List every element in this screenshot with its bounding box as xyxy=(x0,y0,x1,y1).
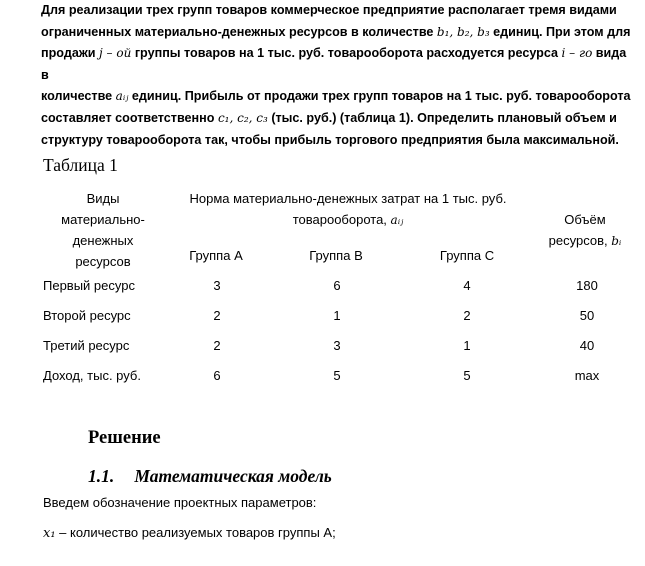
table-caption: Таблица 1 xyxy=(43,155,118,175)
header-bi-symbol: bᵢ xyxy=(611,234,622,248)
solution-intro: Введем обозначение проектных параметров: xyxy=(43,495,317,510)
problem-text: единиц. При этом для xyxy=(493,24,631,39)
cell-value: 1 xyxy=(463,338,471,353)
header-text: ресурсов, xyxy=(548,233,608,248)
problem-text: количестве xyxy=(41,89,113,104)
cell-total: 40 xyxy=(579,338,595,353)
problem-line-6: структуру товарооборота так, чтобы прибыль торгового предприятия была максимальной. xyxy=(41,132,619,147)
cell-total: max xyxy=(574,368,600,383)
group-a-header: Группа А xyxy=(189,248,243,263)
cell-value: 2 xyxy=(213,338,221,353)
header-norm-line2 xyxy=(168,209,528,231)
cell-value: 2 xyxy=(213,308,221,323)
problem-text: вида в xyxy=(41,46,627,82)
cell-value: 1 xyxy=(333,308,341,323)
cell-total: 50 xyxy=(579,308,595,323)
math-i-symbol: i – го xyxy=(561,46,593,61)
cell-value: 3 xyxy=(213,278,221,293)
cell-value: 5 xyxy=(333,368,341,383)
cell-value: 6 xyxy=(213,368,221,383)
math-j-symbol: j – oй xyxy=(99,46,132,61)
header-norm xyxy=(168,188,528,231)
cell-value: 3 xyxy=(333,338,341,353)
variable-x1-definition xyxy=(43,525,336,541)
header-volume xyxy=(535,209,635,252)
cell-value: 4 xyxy=(463,278,471,293)
x1-symbol: x₁ xyxy=(43,526,56,541)
group-c-header: Группа С xyxy=(439,248,495,263)
header-text: денежных xyxy=(72,233,134,248)
math-b-symbols: b₁, b₂, b₃ xyxy=(436,24,490,39)
problem-line-2 xyxy=(41,22,631,44)
math-c-symbols: c₁, c₂, c₃ xyxy=(217,110,268,125)
header-text: товарооборота, xyxy=(292,212,387,227)
x1-text: – количество реализуемых товаров группы А; xyxy=(59,525,336,540)
row-label: Третий ресурс xyxy=(43,338,130,353)
header-volume-line2 xyxy=(535,230,635,252)
problem-line-5 xyxy=(41,108,631,130)
problem-statement xyxy=(41,0,631,151)
problem-line-1: Для реализации трех групп товаров коммерческое предприятие располагает тремя видами xyxy=(41,3,617,17)
group-b-header: Группа В xyxy=(309,248,363,263)
header-text: Норма материально-денежных затрат на 1 тыс. руб. xyxy=(189,191,507,206)
header-text: Виды xyxy=(86,191,120,206)
problem-text: продажи xyxy=(41,46,96,61)
problem-text: составляет соответственно xyxy=(41,110,215,125)
header-text: Объём xyxy=(564,212,606,227)
problem-text: ограниченных материально-денежных ресурсов в количестве xyxy=(41,24,434,39)
subsection-number: 1.1. xyxy=(88,466,115,486)
row-label: Доход, тыс. руб. xyxy=(43,368,141,383)
problem-text: единиц. Прибыль от продажи трех групп товаров на 1 тыс. руб. товарооборота xyxy=(131,89,631,104)
cell-value: 2 xyxy=(463,308,471,323)
problem-text: группы товаров на 1 тыс. руб. товарооборота расходуется ресурса xyxy=(134,46,559,61)
row-label: Второй ресурс xyxy=(43,308,131,323)
solution-heading: Решение xyxy=(88,428,161,448)
math-aij-symbol: aᵢⱼ xyxy=(115,89,129,104)
subsection-title: Математическая модель xyxy=(134,466,332,486)
subsection-heading xyxy=(88,466,332,487)
header-resource-type xyxy=(43,188,163,272)
cell-value: 5 xyxy=(463,368,471,383)
cell-value: 6 xyxy=(333,278,341,293)
cell-total: 180 xyxy=(576,278,598,293)
header-text: ресурсов xyxy=(75,254,131,269)
problem-line-4 xyxy=(41,86,631,108)
header-text: материально- xyxy=(61,212,145,227)
row-label: Первый ресурс xyxy=(43,278,135,293)
header-aij-symbol: aᵢⱼ xyxy=(390,213,404,227)
problem-line-3 xyxy=(41,43,631,86)
problem-text: (тыс. руб.) (таблица 1). Определить плановый объем и xyxy=(271,110,617,125)
